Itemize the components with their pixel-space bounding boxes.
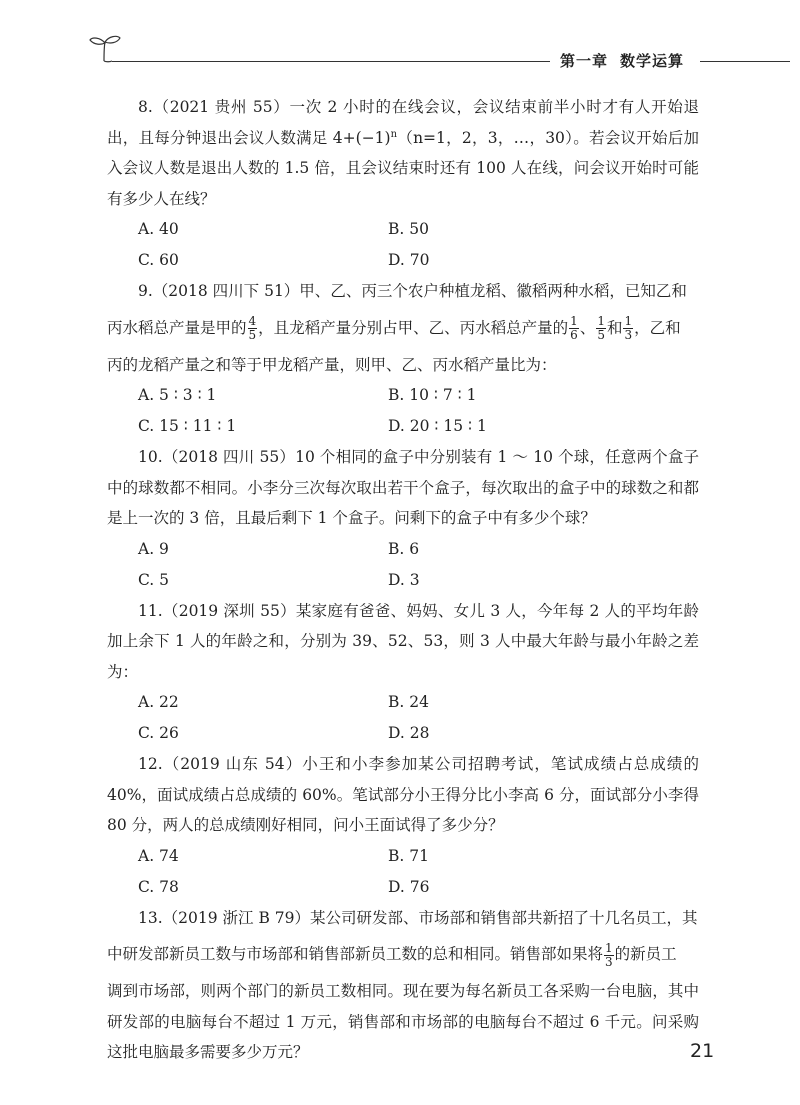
question-8-text-a: 8.（2021 贵州 55）一次 2 小时的在线会议，会议结束前半小时才有人开始退出，且每分钟退出会议人数满足 4+(−1) [107, 98, 699, 147]
denominator: 5 [248, 328, 257, 342]
option-b: B. 71 [388, 846, 429, 865]
question-13-line1: 13.（2019 浙江 B 79）某公司研发部、市场部和销售部共新招了十几名员工，其 [138, 908, 698, 927]
option-b: B. 24 [388, 693, 429, 711]
question-10-options [138, 534, 699, 596]
fraction [623, 315, 633, 342]
question-8-exponent: n [390, 128, 398, 140]
question-9-seg3: ，乙和 [634, 318, 681, 337]
question-9-seg2: ，且龙稻产量分别占甲、乙、丙水稻总产量的 [258, 318, 569, 337]
question-13 [107, 903, 699, 934]
numerator: 1 [570, 314, 578, 328]
question-9-line1: 9.（2018 四川下 51）甲、乙、丙三个农户种植龙稻、徽稻两种水稻，已知乙和 [138, 282, 687, 300]
option-c: C. 15 ∶ 11 ∶ 1 [138, 417, 237, 435]
question-9-fraction-line [107, 307, 699, 350]
option-d: D. 28 [388, 724, 430, 742]
page-number: 21 [690, 1040, 715, 1062]
question-9 [107, 276, 699, 307]
chapter-heading [560, 50, 684, 71]
option-a: A. 22 [138, 693, 179, 711]
question-13-seg1: 中研发部新员工数与市场部和销售部新员工数的总和相同。销售部如果将 [107, 945, 604, 963]
denominator: 3 [605, 954, 613, 969]
option-c: C. 5 [138, 570, 170, 589]
numerator: 1 [624, 314, 633, 328]
question-12: 12.（2019 山东 54）小王和小李参加某公司招聘考试，笔试成绩占总成绩的 40%，面试成绩占总成绩的 60%。笔试部分小王得分比小李高 6 分，面试部分小李得 80 分，两人的总成绩刚好相同，问小王面试得了多少分？ [107, 755, 699, 834]
denominator: 6 [570, 328, 578, 342]
question-8-options [138, 214, 699, 276]
denominator: 5 [597, 328, 605, 342]
page-content [107, 92, 699, 1068]
header-rule-right [700, 61, 790, 62]
sprout-icon [88, 33, 122, 63]
question-13-rest: 调到市场部，则两个部门的新员工数相同。现在要为每名新员工各采购一台电脑，其中研发部的电脑每台不超过 1 万元，销售部和市场部的电脑每台不超过 6 千元。问采购这批电脑最多需要多少万元？ [107, 982, 699, 1061]
question-9-line3: 丙的龙稻产量之和等于甲龙稻产量，则甲、乙、丙水稻产量比为： [107, 355, 557, 374]
option-b: B. 50 [388, 220, 429, 238]
question-13-fraction-line [107, 933, 699, 976]
question-8-text-b: （n=1，2，3，…，30）。若会议开始后加入会议人数是退出人数的 1.5 倍，且会议结束时还有 100 人在线，问会议开始时可能有多少人在线？ [107, 128, 699, 208]
numerator: 4 [248, 314, 257, 328]
page-header [0, 0, 800, 80]
question-11: 11.（2019 深圳 55）某家庭有爸爸、妈妈、女儿 3 人，今年每 2 人的平均年龄加上余下 1 人的年龄之和，分别为 39、52、53，则 3 人中最大年龄与最小年龄之差为： [107, 601, 699, 681]
option-a: A. 5 ∶ 3 ∶ 1 [138, 386, 217, 404]
fraction [248, 315, 258, 342]
option-d: D. 20 ∶ 15 ∶ 1 [388, 417, 487, 435]
numerator: 1 [605, 940, 613, 955]
option-a: A. 9 [138, 539, 169, 558]
fraction [569, 315, 579, 342]
option-b: B. 6 [388, 539, 420, 558]
question-11-options [138, 687, 699, 749]
separator: 、 [579, 318, 596, 337]
option-d: D. 76 [388, 877, 430, 896]
fraction [596, 315, 606, 342]
chapter-title: 数学运算 [620, 52, 685, 70]
option-c: C. 60 [138, 251, 179, 269]
question-12-options [138, 841, 699, 903]
question-13-seg2: 的新员工 [614, 945, 677, 963]
question-9-seg1: 丙水稻总产量是甲的 [107, 318, 247, 337]
question-10: 10.（2018 四川 55）10 个相同的盒子中分别装有 1 ～ 10 个球，任意两个盒子中的球数都不相同。小李分三次每次取出若干个盒子，每次取出的盒子中的球数之和都是上一次的 3 倍，且最后剩下 1 个盒子。问剩下的盒子中有多少个球？ [107, 448, 699, 527]
option-d: D. 70 [388, 251, 430, 269]
question-9-options [138, 380, 699, 442]
option-c: C. 78 [138, 877, 179, 896]
question-8 [107, 92, 699, 214]
option-c: C. 26 [138, 724, 179, 742]
option-b: B. 10 ∶ 7 ∶ 1 [388, 386, 477, 404]
denominator: 3 [624, 328, 633, 342]
chapter-number: 第一章 [560, 52, 609, 70]
option-d: D. 3 [388, 570, 420, 589]
separator: 和 [606, 318, 623, 337]
header-rule-left [112, 61, 550, 62]
numerator: 1 [597, 314, 605, 328]
option-a: A. 74 [138, 846, 179, 865]
fraction [604, 942, 614, 969]
option-a: A. 40 [138, 220, 179, 238]
